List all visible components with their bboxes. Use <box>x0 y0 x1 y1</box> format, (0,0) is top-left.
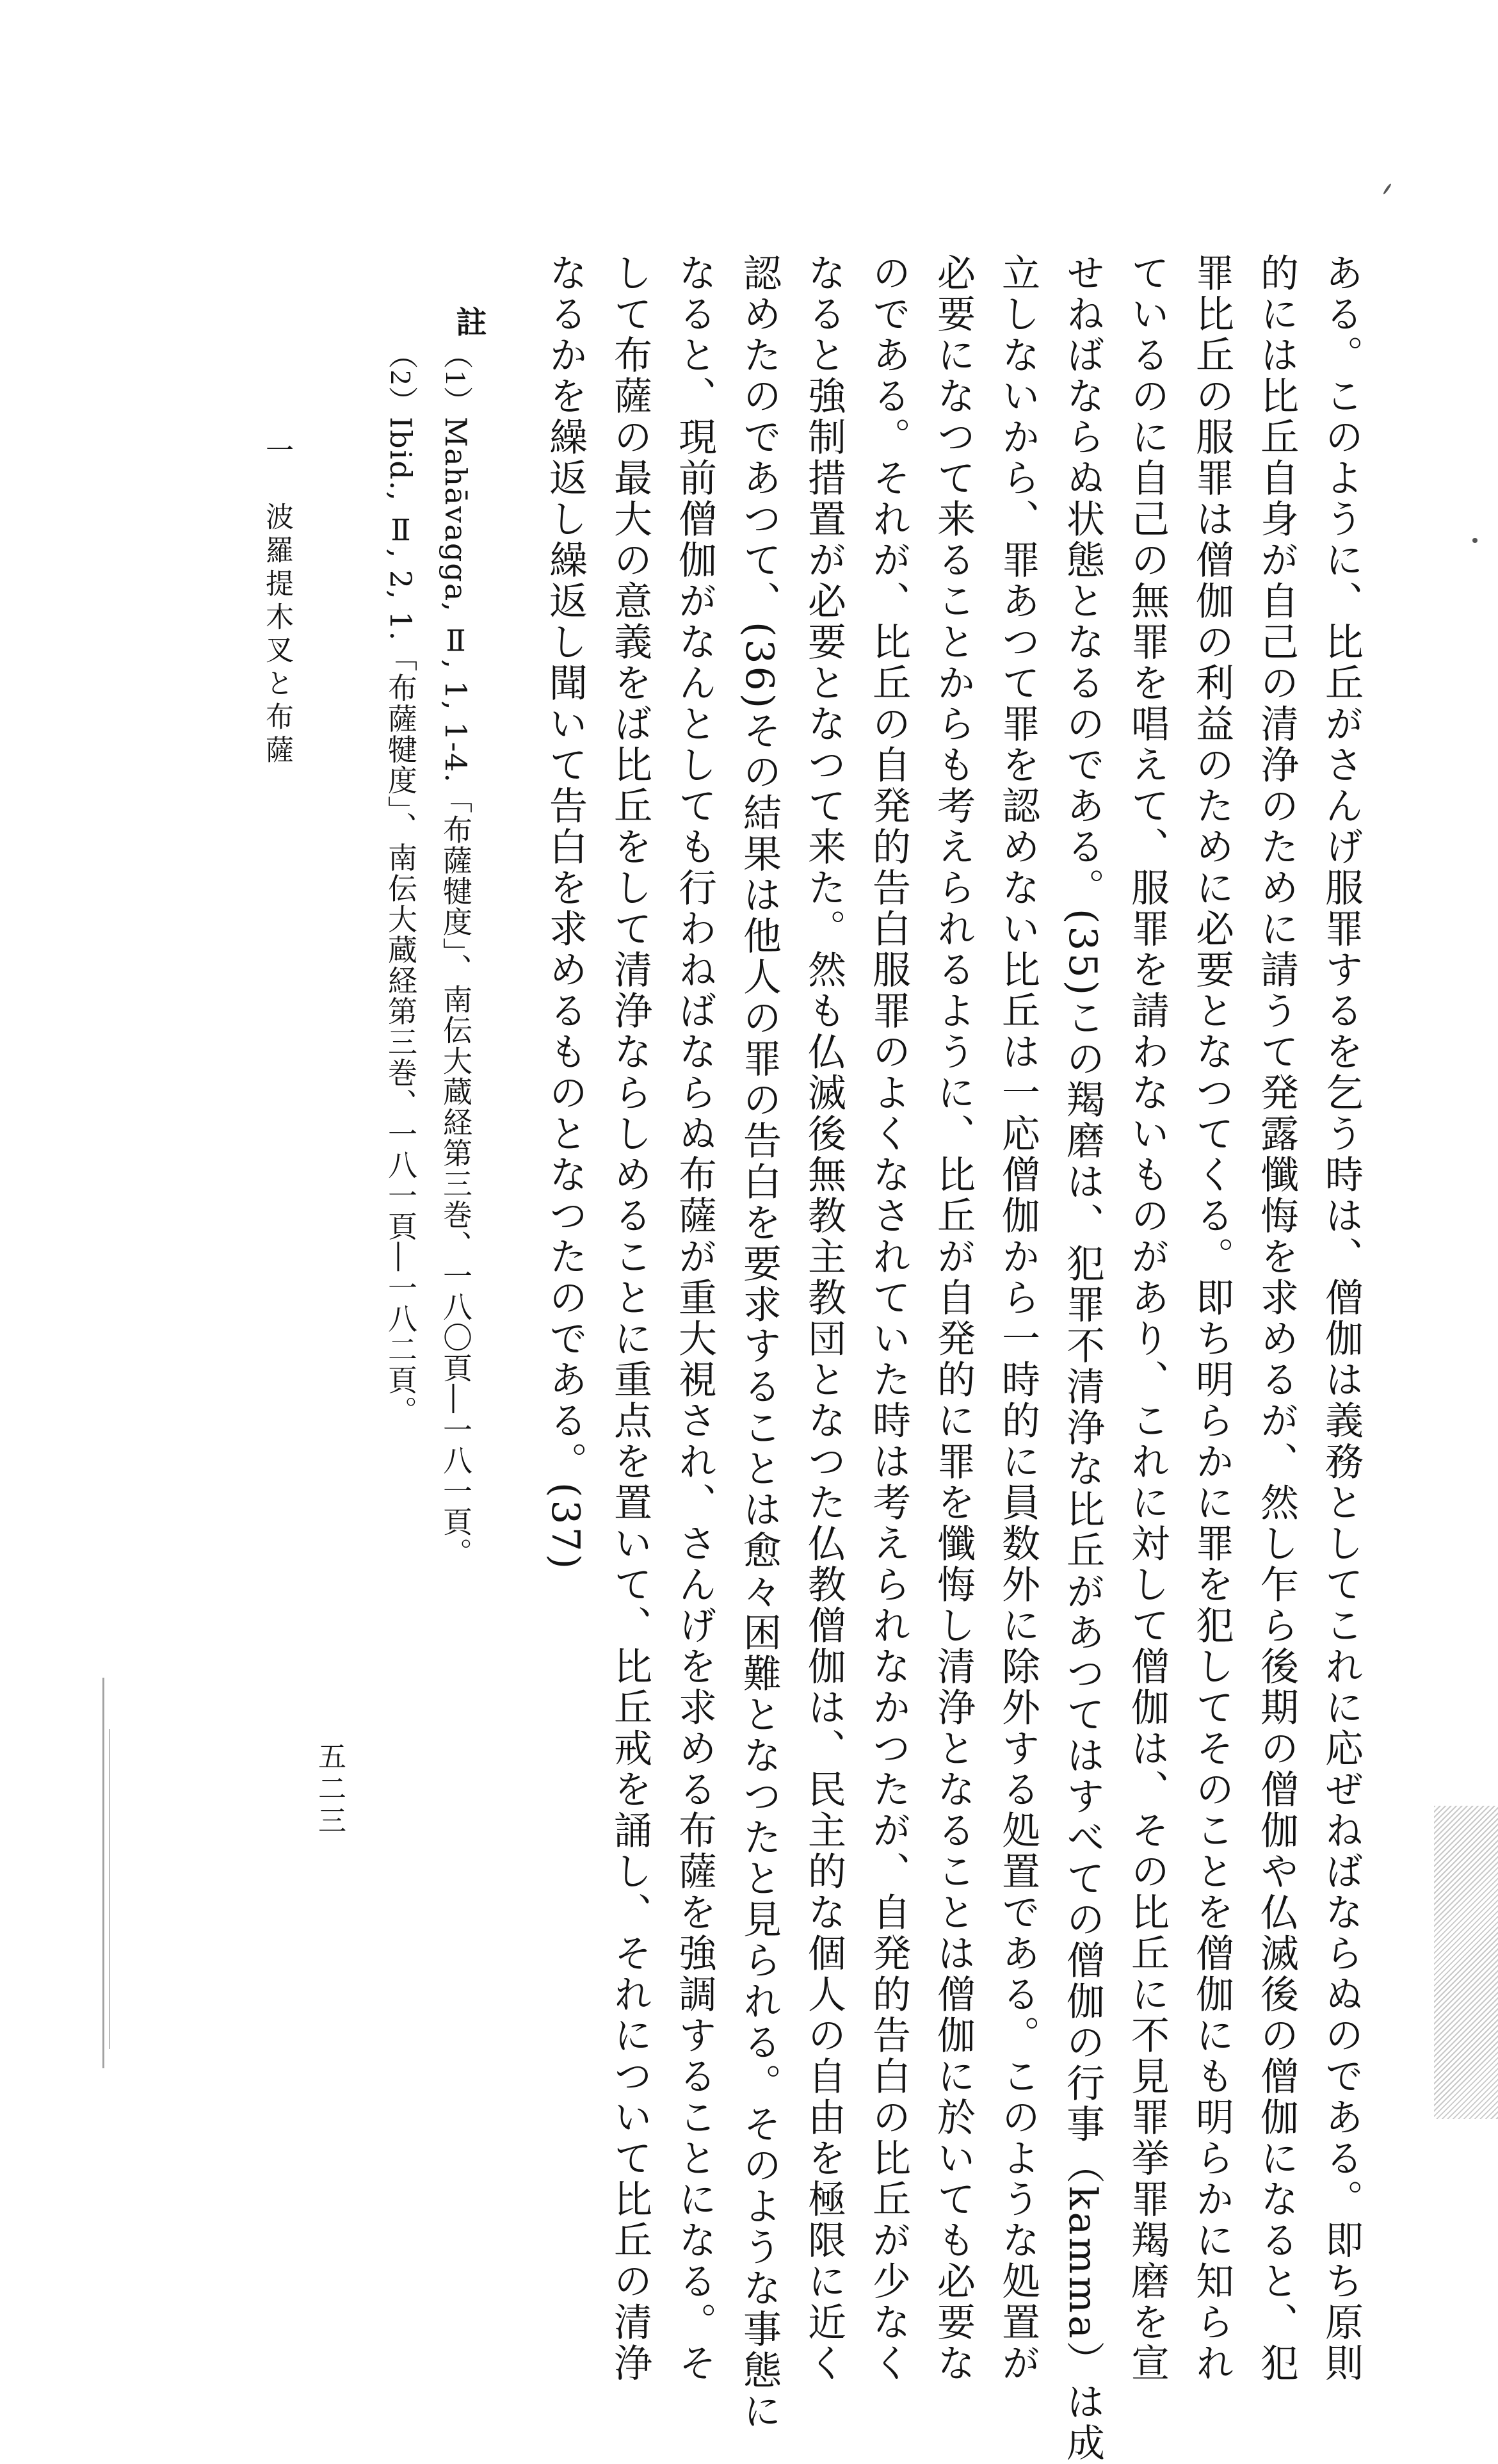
scan-speck <box>1472 538 1478 543</box>
text-line: ある。このように、比丘がさんげ服罪するを乞う時は、僧伽は義務としてこれに応ぜねばならぬのである。即ち原則 <box>1319 253 1364 2384</box>
footnote-text: Mahāvagga, Ⅱ, 1, 1-4.「布薩犍度」、南伝大蔵経第三巻、一八〇頁―一八一頁。 <box>439 417 473 1569</box>
text-line: せねばならぬ状態となるのである。(35)この羯磨は、犯罪不清浄な比丘があつてはすべての僧伽の行事（kamma）は成 <box>1060 253 1105 2464</box>
text-line: ているのに自己の無罪を唱えて、服罪を請わないものがあり、これに対して僧伽は、その比丘に不見罪挙罪羯磨を宣 <box>1125 253 1170 2384</box>
text-line: なるかを繰返し繰返し聞いて告白を求めるものとなつたのである。(37) <box>543 253 588 1572</box>
text-line: 立しないから、罪あつて罪を認めない比丘は一応僧伽から一時的に員数外に除外する処置である。このような処置が <box>995 253 1040 2384</box>
text-line: 的には比丘自身が自己の清浄のために請うて発露懺悔を求めるが、然し乍ら後期の僧伽や仏滅後の僧伽になると、犯 <box>1254 253 1299 2384</box>
footnote <box>373 339 428 1620</box>
text-line: のである。それが、比丘の自発的告白服罪のよくなされていた時は考えられなかつたが、自発的告白の比丘が少なく <box>866 253 911 2384</box>
footnote <box>428 339 483 1620</box>
text-line: して布薩の最大の意義をば比丘をして清浄ならしめることに重点を置いて、比丘戒を誦し、それについて比丘の清浄 <box>608 253 652 2384</box>
scan-speck <box>1383 183 1392 195</box>
text-line: なると、現前僧伽がなんとしても行わねばならぬ布薩が重大視され、さんげを求める布薩を強調することになる。そ <box>672 253 717 2384</box>
footnote-number: （2） <box>385 339 417 417</box>
footnote-number: （1） <box>440 339 472 417</box>
scan-shadow <box>1434 1806 1498 2119</box>
scan-edge-line <box>109 1729 110 2049</box>
scan-edge-line <box>102 1678 104 2068</box>
footnote-text: Ibid., Ⅱ, 2, 1.「布薩犍度」、南伝大蔵経第三巻、一八一頁―一八二頁。 <box>383 417 418 1427</box>
text-line: なると強制措置が必要となつて来た。然も仏滅後無教主教団となつた仏教僧伽は、民主的な個人の自由を極限に近く <box>801 253 846 2384</box>
text-line: 認めたのであつて、(36)その結果は他人の罪の告白を要求することは愈々困難となつたと見られる。そのような事態に <box>737 253 782 2433</box>
running-head: 一 波羅提木叉と布薩 <box>261 435 293 768</box>
page-number: 五二三 <box>313 1742 346 1838</box>
notes-heading: 註 <box>451 306 487 339</box>
notes-block <box>373 339 483 1620</box>
text-line: 罪比丘の服罪は僧伽の利益のために必要となつてくる。即ち明らかに罪を犯してそのことを僧伽にも明らかに知られ <box>1189 253 1234 2384</box>
main-text-block <box>533 253 1373 2464</box>
text-line: 必要になつて来ることからも考えられるように、比丘が自発的に罪を懺悔し清浄となることは僧伽に於いても必要な <box>931 253 976 2384</box>
